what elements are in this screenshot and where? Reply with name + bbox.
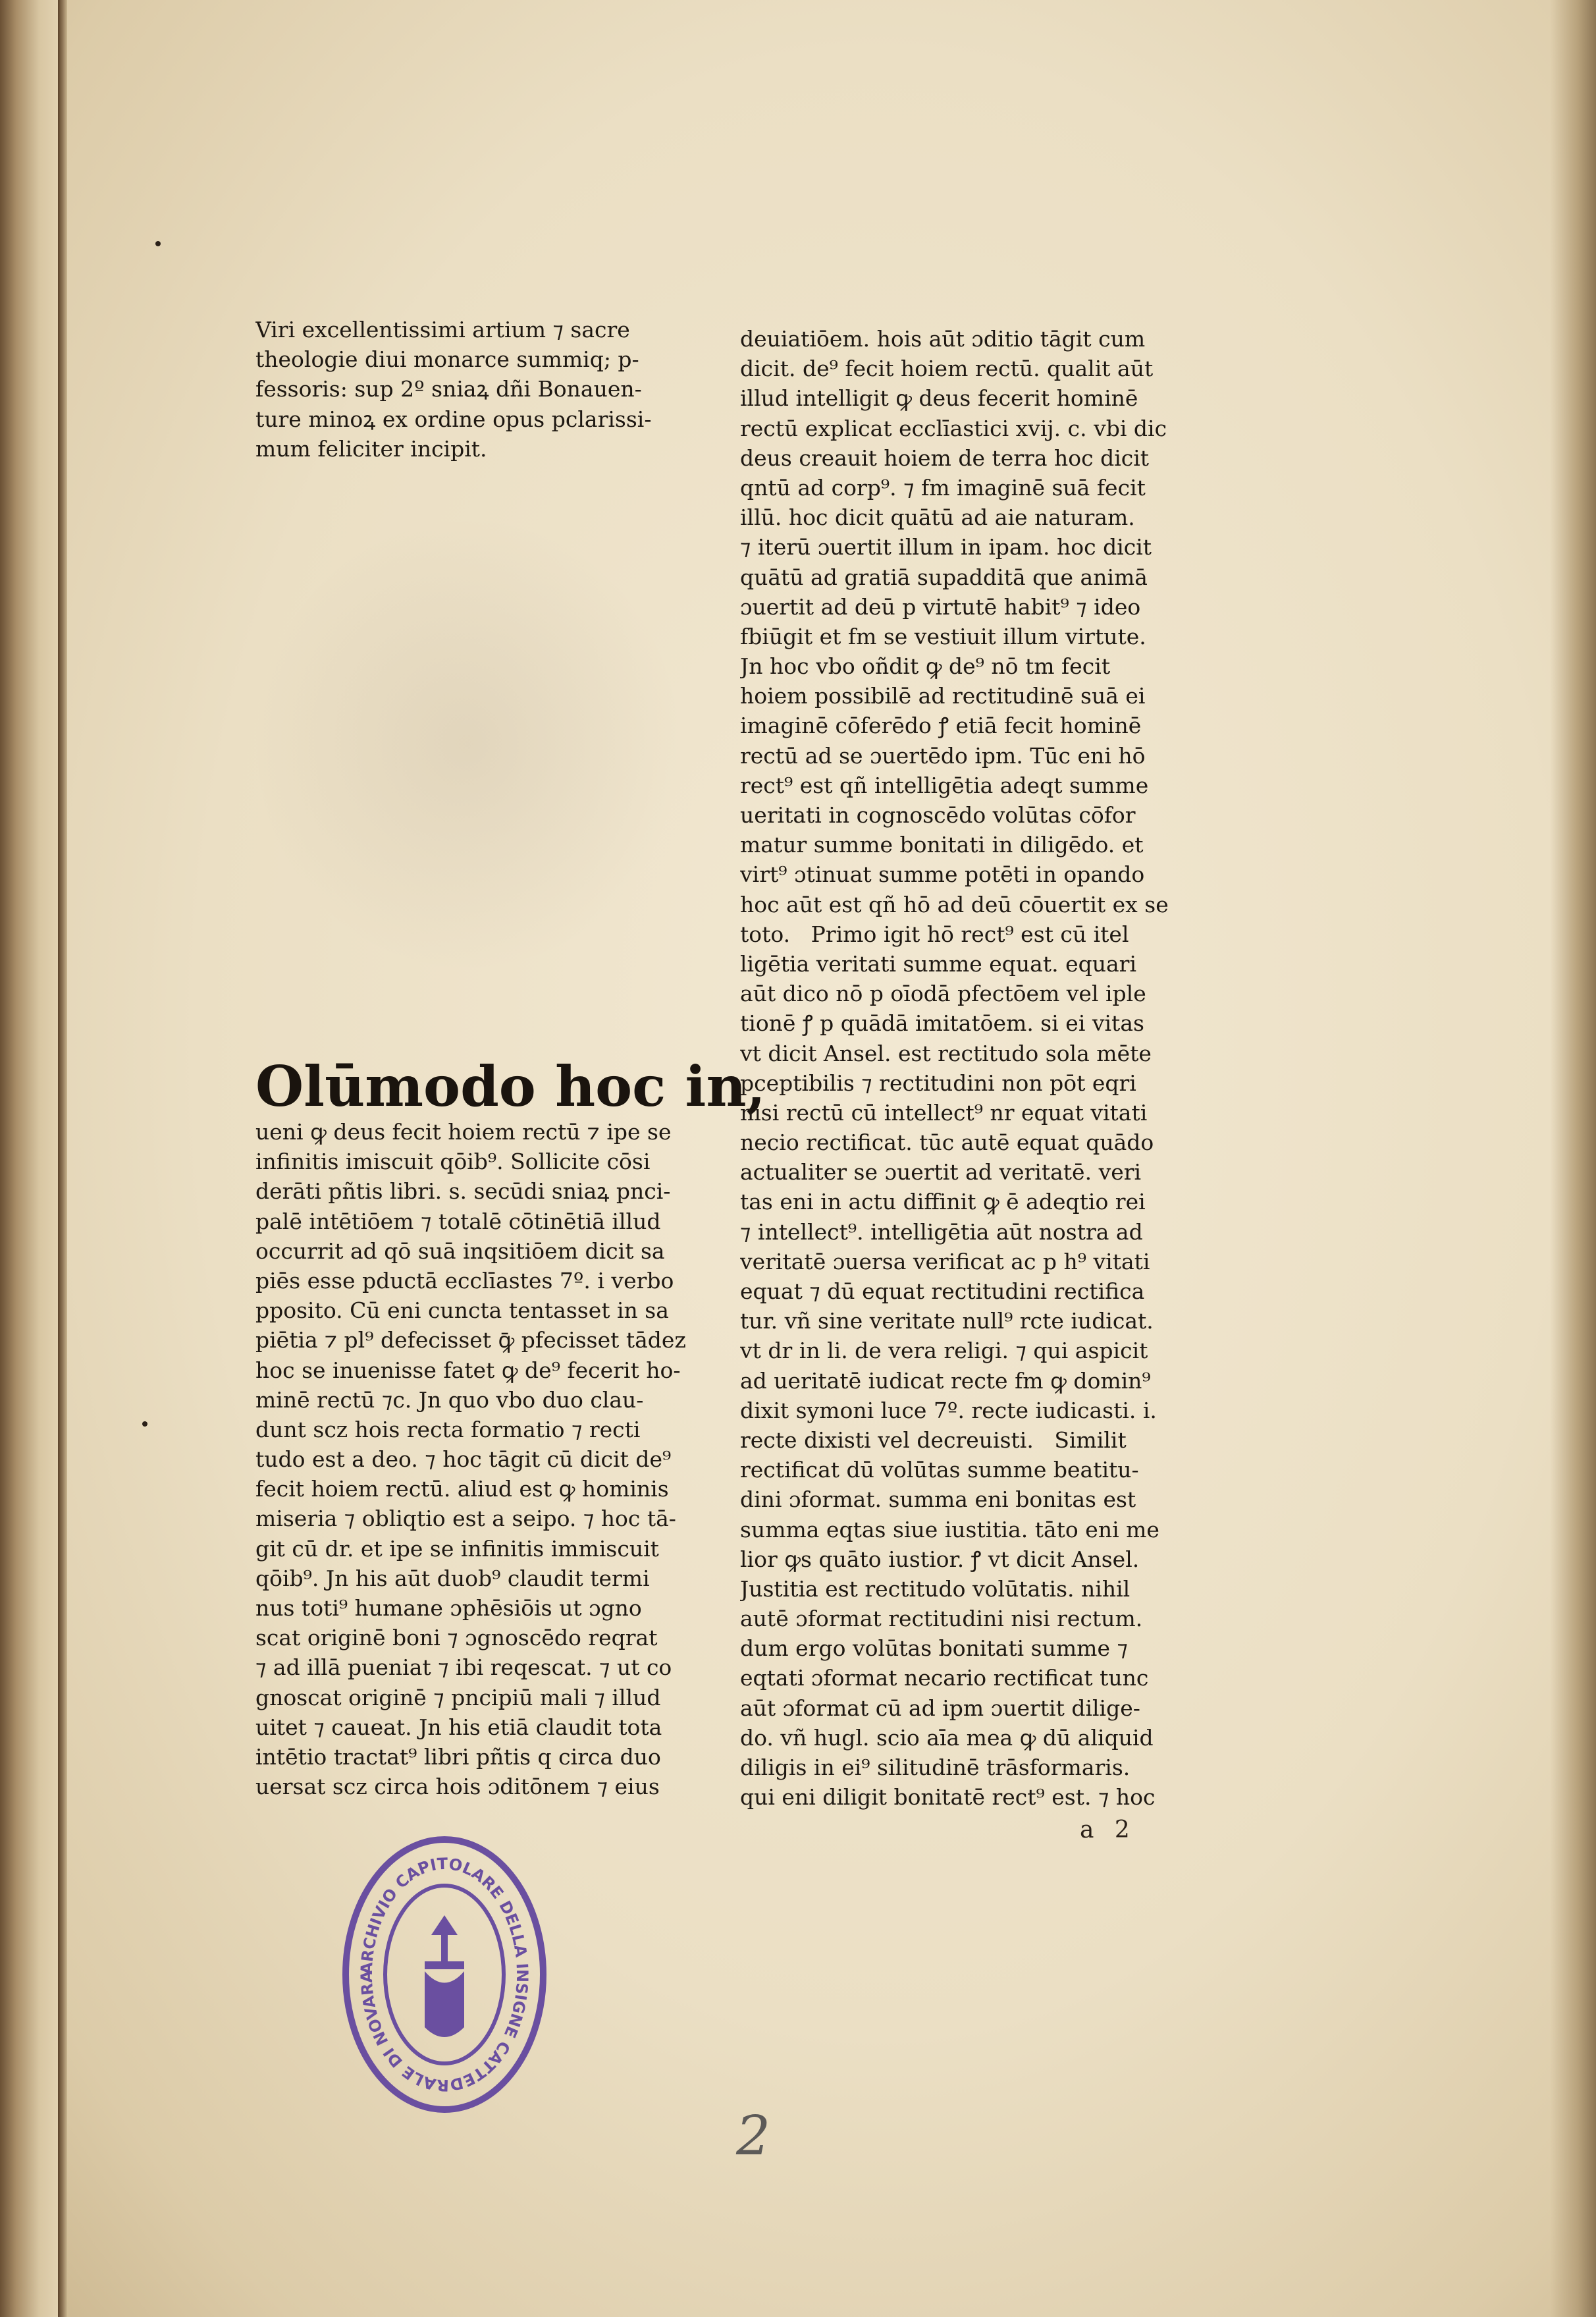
heading-line: theologie diui monarce summiq; p-	[255, 346, 639, 373]
text-line: diligis in ei⁹ silitudinē trāsformaris.	[740, 1755, 1130, 1780]
text-line: dini ɔformat. summa eni bonitas est	[740, 1486, 1136, 1513]
text-line: toto. Primo igit hō rect⁹ est cū itel	[740, 921, 1129, 947]
text-line: rect⁹ est qñ intelligētia adeqt summe	[740, 772, 1149, 798]
text-line: illud intelligit ꝙ deus fecerit hominē	[740, 385, 1138, 412]
pencil-folio-number: 2	[736, 2105, 771, 2167]
text-line: piētia ⁊ pl⁹ defecisset ꝙ̄ pfecisset tādez	[255, 1327, 686, 1353]
text-line: summa eqtas siue iustitia. tāto eni me	[740, 1516, 1159, 1542]
text-line: ligētia veritati summe equat. equari	[740, 950, 1137, 977]
text-line: ⁊ ad illā pueniat ⁊ ibi reqescat. ⁊ ut co	[255, 1654, 672, 1681]
text-line: qui eni diligit bonitatē rect⁹ est. ⁊ hoc	[740, 1784, 1156, 1811]
heading-line: Viri excellentissimi artium ⁊ sacre	[255, 317, 630, 342]
text-line: virt⁹ ɔtinuat summe potēti in opando	[740, 861, 1145, 888]
text-line: lior ꝙs quāto iustior. ꝭ vt dicit Ansel.	[740, 1546, 1140, 1572]
text-line: aūt ɔformat cū ad ipm ɔuertit dilige-	[740, 1695, 1140, 1721]
text-line: tudo est a deo. ⁊ hoc tāgit cū dicit de⁹	[255, 1446, 672, 1473]
text-line: nus toti⁹ humane ɔphēsiōis ut ɔgno	[255, 1595, 642, 1621]
text-line: deuiatiōem. hois aūt ɔditio tāgit cum	[740, 326, 1146, 352]
stamp-emblem-icon	[425, 1915, 464, 2037]
text-line: palē intētiōem ⁊ totalē cōtinētiā illud	[255, 1208, 661, 1234]
text-line: rectū ad se ɔuertēdo ipm. Tūc eni hō	[740, 742, 1146, 769]
binding-gutter	[58, 0, 67, 2317]
text-line: eqtati ɔformat necario rectificat tunc	[740, 1665, 1149, 1691]
text-line: tas eni in actu diffinit ꝙ ē adeqtio rei	[740, 1189, 1146, 1215]
text-line: Jn hoc vbo oñdit ꝙ de⁹ nō tm fecit	[740, 653, 1111, 680]
text-line: tur. vñ sine veritate null⁹ rcte iudicat.	[740, 1308, 1154, 1334]
text-line: actualiter se ɔuertit ad veritatē. veri	[740, 1159, 1142, 1186]
text-line: pceptibilis ⁊ rectitudini non pōt eqri	[740, 1070, 1136, 1096]
incipit-heading	[255, 315, 651, 464]
opening-initial-line: Olūmodo hoc in,	[255, 1054, 766, 1119]
stamp-text: ARCHIVIO CAPITOLARE DELLA INSIGNE CATTEDRALE DI NOVARA	[357, 1854, 532, 2095]
text-line: vt dicit Ansel. est rectitudo sola mēte	[740, 1040, 1152, 1066]
text-line: ⁊ intellect⁹. intelligētia aūt nostra ad	[740, 1218, 1143, 1245]
text-line: occurrit ad qō suā inqsitiōem dicit sa	[255, 1238, 665, 1264]
text-line: piēs esse pductā ecclīastes 7º. i verbo	[255, 1267, 674, 1294]
right-page-edge	[1550, 0, 1596, 2317]
text-line: illū. hoc dicit quātū ad aie naturam.	[740, 504, 1135, 531]
text-line: matur summe bonitati in diligēdo. et	[740, 832, 1144, 858]
text-line: fbiūgit et fm se vestiuit illum virtute.	[740, 623, 1146, 649]
text-line: uersat scz circa hois ɔditōnem ⁊ eius	[255, 1774, 660, 1800]
text-line: rectū explicat ecclīastici xvij. c. vbi dic	[740, 415, 1167, 441]
text-line: veritatē ɔuersa verificat ac p h⁹ vitati	[740, 1248, 1150, 1274]
text-line: rectificat dū volūtas summe beatitu-	[740, 1457, 1139, 1483]
text-line: ueni ꝙ deus fecit hoiem rectū ⁊ ipe se	[255, 1119, 672, 1145]
text-line: minē rectū ⁊c. Jn quo vbo duo clau-	[255, 1386, 644, 1413]
text-line: hoc aūt est qñ hō ad deū cōuertit ex se	[740, 891, 1169, 917]
text-line: qntū ad corp⁹. ⁊ fm imaginē suā fecit	[740, 474, 1146, 501]
library-stamp	[332, 1830, 556, 2119]
text-line: dum ergo volūtas bonitati summe ⁊	[740, 1635, 1128, 1662]
text-line: do. vñ hugl. scio aīa mea ꝙ dū aliquid	[740, 1724, 1154, 1751]
show-through-shadow	[250, 514, 685, 975]
text-line: vt dr in li. de vera religi. ⁊ qui aspicit	[740, 1338, 1148, 1364]
text-line: ⁊ iterū ɔuertit illum in ipam. hoc dicit	[740, 534, 1152, 560]
right-text-column	[740, 324, 1169, 1812]
text-line: fecit hoiem rectū. aliud est ꝙ hominis	[255, 1476, 669, 1502]
text-line: ad ueritatē iudicat recte fm ꝙ domin⁹	[740, 1367, 1151, 1394]
text-line: dunt scz hois recta formatio ⁊ recti	[255, 1416, 641, 1442]
text-line: dicit. de⁹ fecit hoiem rectū. qualit aūt	[740, 356, 1154, 382]
text-line: necio rectificat. tūc autē equat quādo	[740, 1130, 1154, 1156]
text-line: pposito. Cū eni cuncta tentasset in sa	[255, 1297, 669, 1324]
text-line: gnoscat originē ⁊ pncipiū mali ⁊ illud	[255, 1684, 661, 1710]
text-line: hoc se inuenisse fatet ꝙ de⁹ fecerit ho-	[255, 1357, 681, 1383]
text-line: nisi rectū cū intellect⁹ nr equat vitati	[740, 1099, 1148, 1126]
text-line: intētio tractat⁹ libri pñtis q circa duo	[255, 1743, 661, 1770]
ink-speck	[142, 1421, 147, 1427]
left-text-column	[255, 1117, 686, 1801]
heading-line: mum feliciter incipit.	[255, 435, 487, 462]
text-line: derāti pñtis libri. s. secūdi sniaꝝ pnci-	[255, 1178, 671, 1205]
text-line: aūt dico nō p oīodā pfectōem vel iple	[740, 981, 1146, 1007]
text-line: equat ⁊ dū equat rectitudini rectifica	[740, 1278, 1145, 1304]
text-line: deus creauit hoiem de terra hoc dicit	[740, 445, 1150, 471]
text-line: quātū ad gratiā supadditā que animā	[740, 564, 1148, 590]
text-line: autē ɔformat rectitudini nisi rectum.	[740, 1606, 1143, 1632]
text-line: miseria ⁊ obliqtio est a seipo. ⁊ hoc tā-	[255, 1506, 676, 1532]
text-line: git cū dr. et ipe se infinitis immiscuit	[255, 1535, 659, 1562]
text-line: qōib⁹. Jn his aūt duob⁹ claudit termi	[255, 1565, 650, 1591]
text-line: infinitis imiscuit qōib⁹. Sollicite cōsi	[255, 1149, 651, 1175]
left-page-edge	[0, 0, 66, 2317]
ink-speck	[155, 241, 161, 246]
text-line: uitet ⁊ caueat. Jn his etiā claudit tota	[255, 1714, 662, 1740]
text-line: ueritati in cognoscēdo volūtas cōfor	[740, 802, 1136, 828]
text-line: recte dixisti vel decreuisti. Similit	[740, 1427, 1127, 1453]
text-line: dixit symoni luce 7º. recte iudicasti. i.	[740, 1397, 1157, 1423]
text-line: Justitia est rectitudo volūtatis. nihil	[740, 1575, 1130, 1602]
heading-line: ture minoꝝ ex ordine opus pclarissi-	[255, 406, 652, 432]
text-line: scat originē boni ⁊ ɔgnoscēdo reqrat	[255, 1625, 658, 1651]
text-line: imaginē cōferēdo ꝭ etiā fecit hominē	[740, 713, 1142, 739]
heading-line: fessoris: sup 2º sniaꝝ dñi Bonauen-	[255, 376, 642, 402]
text-line: hoiem possibilē ad rectitudinē suā ei	[740, 683, 1146, 709]
signature-mark: a 2	[1080, 1816, 1136, 1843]
text-line: ɔuertit ad deū p virtutē habit⁹ ⁊ ideo	[740, 593, 1141, 620]
text-line: tionē ꝭ p quādā imitatōem. si ei vitas	[740, 1010, 1144, 1037]
